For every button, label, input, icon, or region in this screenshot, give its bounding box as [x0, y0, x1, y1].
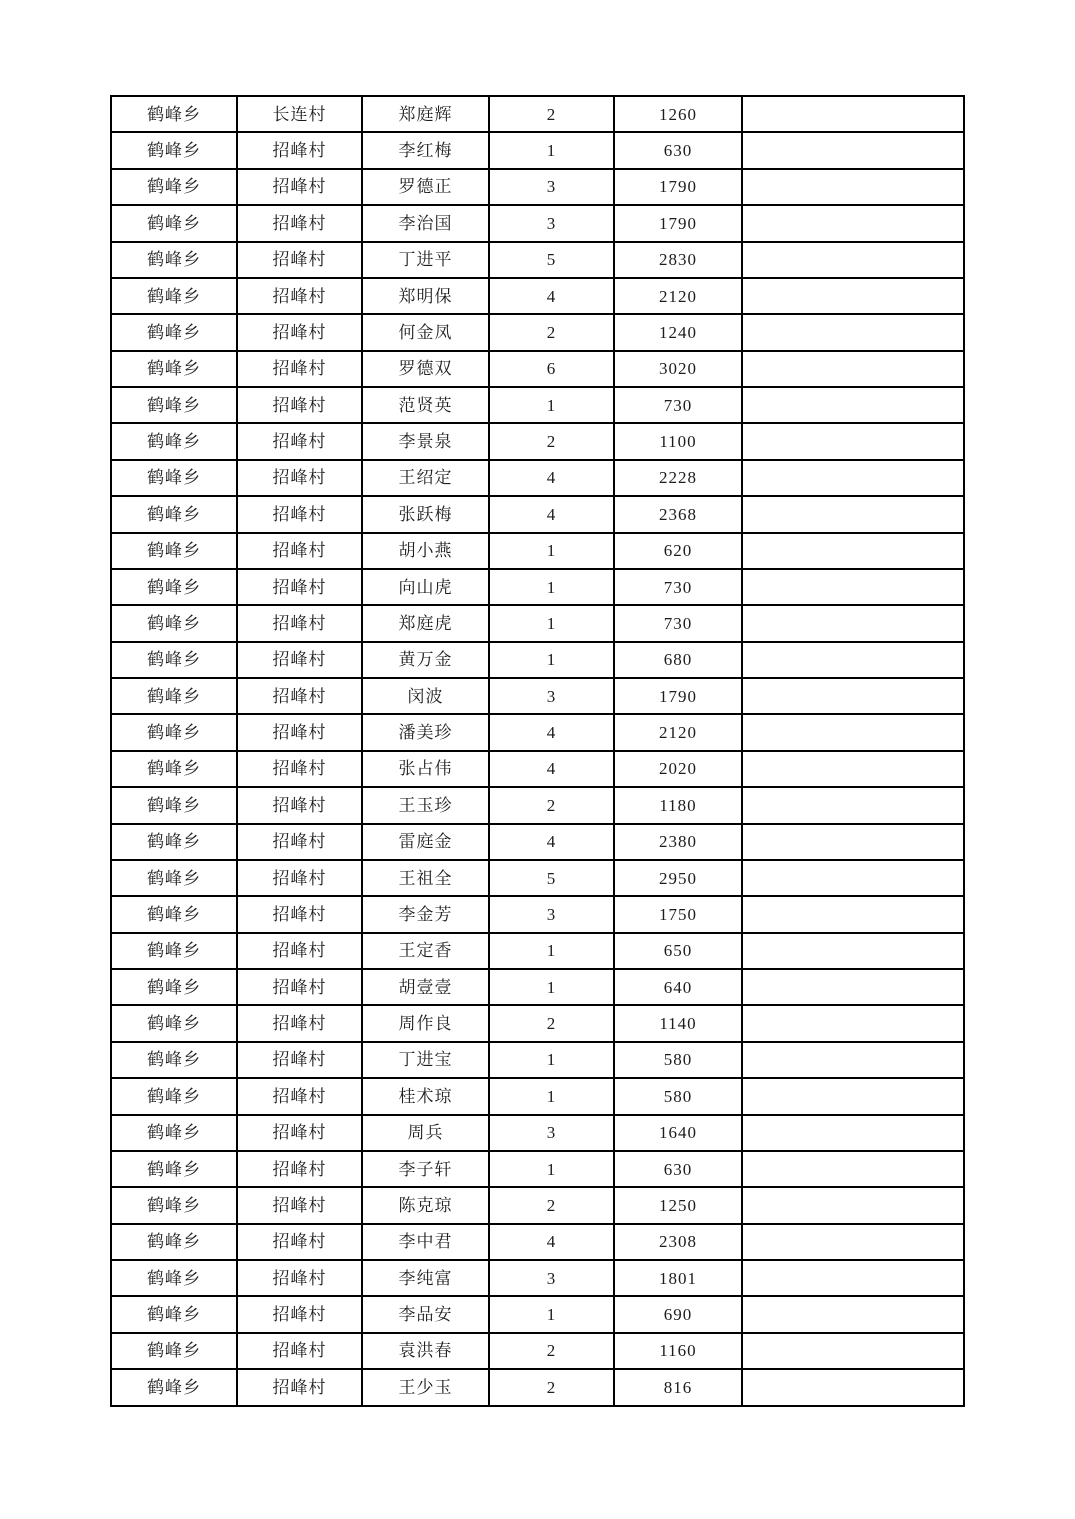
cell-village: 招峰村: [237, 242, 362, 278]
cell-village: 招峰村: [237, 642, 362, 678]
cell-amount: 1250: [614, 1187, 742, 1223]
table-row: [111, 387, 964, 423]
cell-note: [742, 460, 964, 496]
cell-amount: 1640: [614, 1115, 742, 1151]
cell-amount: 1790: [614, 169, 742, 205]
table-row: [111, 824, 964, 860]
cell-amount: 1180: [614, 787, 742, 823]
cell-note: [742, 678, 964, 714]
cell-count: 1: [489, 1078, 614, 1114]
cell-note: [742, 169, 964, 205]
cell-village: 招峰村: [237, 387, 362, 423]
cell-village: 招峰村: [237, 860, 362, 896]
cell-village: 招峰村: [237, 496, 362, 532]
cell-village: 招峰村: [237, 169, 362, 205]
cell-count: 3: [489, 896, 614, 932]
cell-name: 丁进平: [362, 242, 489, 278]
cell-name: 郑庭虎: [362, 605, 489, 641]
cell-township: 鹤峰乡: [111, 205, 237, 241]
table-row: [111, 569, 964, 605]
cell-name: 李景泉: [362, 423, 489, 459]
cell-amount: 2120: [614, 278, 742, 314]
cell-note: [742, 205, 964, 241]
cell-amount: 580: [614, 1078, 742, 1114]
table-row: [111, 678, 964, 714]
cell-name: 李品安: [362, 1296, 489, 1332]
cell-count: 2: [489, 787, 614, 823]
cell-note: [742, 824, 964, 860]
table-row: [111, 787, 964, 823]
cell-village: 招峰村: [237, 751, 362, 787]
cell-note: [742, 569, 964, 605]
cell-count: 1: [489, 569, 614, 605]
cell-note: [742, 896, 964, 932]
cell-note: [742, 1187, 964, 1223]
cell-note: [742, 1224, 964, 1260]
cell-name: 李金芳: [362, 896, 489, 932]
cell-count: 1: [489, 605, 614, 641]
table-row: [111, 1260, 964, 1296]
cell-township: 鹤峰乡: [111, 896, 237, 932]
cell-amount: 630: [614, 1151, 742, 1187]
cell-township: 鹤峰乡: [111, 1005, 237, 1041]
cell-amount: 3020: [614, 351, 742, 387]
table-row: [111, 1333, 964, 1369]
table-row: [111, 1115, 964, 1151]
cell-name: 郑明保: [362, 278, 489, 314]
cell-name: 袁洪春: [362, 1333, 489, 1369]
cell-township: 鹤峰乡: [111, 387, 237, 423]
cell-name: 王玉珍: [362, 787, 489, 823]
cell-village: 招峰村: [237, 1369, 362, 1406]
table-row: [111, 205, 964, 241]
cell-village: 招峰村: [237, 423, 362, 459]
cell-village: 招峰村: [237, 314, 362, 350]
cell-township: 鹤峰乡: [111, 1115, 237, 1151]
cell-count: 2: [489, 96, 614, 132]
cell-amount: 1160: [614, 1333, 742, 1369]
cell-village: 招峰村: [237, 1260, 362, 1296]
cell-township: 鹤峰乡: [111, 860, 237, 896]
cell-name: 范贤英: [362, 387, 489, 423]
cell-name: 胡小燕: [362, 533, 489, 569]
cell-village: 招峰村: [237, 1115, 362, 1151]
cell-note: [742, 1042, 964, 1078]
cell-count: 4: [489, 460, 614, 496]
table-row: [111, 642, 964, 678]
cell-township: 鹤峰乡: [111, 1078, 237, 1114]
table-row: [111, 969, 964, 1005]
cell-township: 鹤峰乡: [111, 533, 237, 569]
cell-note: [742, 96, 964, 132]
cell-count: 1: [489, 1151, 614, 1187]
cell-note: [742, 1333, 964, 1369]
cell-amount: 1750: [614, 896, 742, 932]
cell-township: 鹤峰乡: [111, 569, 237, 605]
cell-note: [742, 278, 964, 314]
cell-village: 招峰村: [237, 569, 362, 605]
cell-name: 黄万金: [362, 642, 489, 678]
cell-name: 罗德正: [362, 169, 489, 205]
cell-note: [742, 533, 964, 569]
cell-amount: 630: [614, 132, 742, 168]
cell-township: 鹤峰乡: [111, 314, 237, 350]
cell-township: 鹤峰乡: [111, 1151, 237, 1187]
cell-township: 鹤峰乡: [111, 96, 237, 132]
cell-count: 1: [489, 533, 614, 569]
cell-amount: 2380: [614, 824, 742, 860]
cell-note: [742, 1260, 964, 1296]
cell-township: 鹤峰乡: [111, 132, 237, 168]
cell-amount: 650: [614, 933, 742, 969]
cell-name: 闵波: [362, 678, 489, 714]
cell-name: 周兵: [362, 1115, 489, 1151]
cell-township: 鹤峰乡: [111, 824, 237, 860]
cell-count: 1: [489, 132, 614, 168]
table-row: [111, 423, 964, 459]
table-row: [111, 1296, 964, 1332]
cell-count: 3: [489, 169, 614, 205]
cell-count: 4: [489, 1224, 614, 1260]
table-row: [111, 496, 964, 532]
cell-village: 招峰村: [237, 205, 362, 241]
cell-township: 鹤峰乡: [111, 1333, 237, 1369]
cell-amount: 730: [614, 569, 742, 605]
cell-name: 李治国: [362, 205, 489, 241]
cell-village: 招峰村: [237, 351, 362, 387]
table-row: [111, 132, 964, 168]
cell-amount: 1790: [614, 205, 742, 241]
cell-village: 招峰村: [237, 969, 362, 1005]
cell-village: 招峰村: [237, 714, 362, 750]
cell-count: 1: [489, 387, 614, 423]
cell-name: 潘美珍: [362, 714, 489, 750]
table-row: [111, 314, 964, 350]
cell-name: 周作良: [362, 1005, 489, 1041]
cell-count: 3: [489, 678, 614, 714]
cell-count: 3: [489, 205, 614, 241]
cell-name: 李子轩: [362, 1151, 489, 1187]
cell-village: 招峰村: [237, 896, 362, 932]
table-row: [111, 351, 964, 387]
cell-township: 鹤峰乡: [111, 714, 237, 750]
cell-count: 2: [489, 1369, 614, 1406]
table-row: [111, 896, 964, 932]
cell-township: 鹤峰乡: [111, 969, 237, 1005]
cell-amount: 1790: [614, 678, 742, 714]
cell-amount: 2830: [614, 242, 742, 278]
cell-note: [742, 860, 964, 896]
cell-township: 鹤峰乡: [111, 1296, 237, 1332]
cell-name: 李中君: [362, 1224, 489, 1260]
table-row: [111, 460, 964, 496]
cell-village: 招峰村: [237, 278, 362, 314]
table-row: [111, 1369, 964, 1406]
cell-count: 4: [489, 278, 614, 314]
cell-township: 鹤峰乡: [111, 423, 237, 459]
cell-count: 2: [489, 1187, 614, 1223]
table-row: [111, 1187, 964, 1223]
table-row: [111, 860, 964, 896]
cell-note: [742, 387, 964, 423]
cell-amount: 680: [614, 642, 742, 678]
cell-count: 1: [489, 933, 614, 969]
cell-name: 郑庭辉: [362, 96, 489, 132]
cell-amount: 690: [614, 1296, 742, 1332]
cell-village: 招峰村: [237, 678, 362, 714]
table-row: [111, 278, 964, 314]
cell-village: 招峰村: [237, 1078, 362, 1114]
cell-township: 鹤峰乡: [111, 169, 237, 205]
cell-note: [742, 787, 964, 823]
cell-note: [742, 1296, 964, 1332]
cell-amount: 580: [614, 1042, 742, 1078]
cell-amount: 816: [614, 1369, 742, 1406]
cell-village: 招峰村: [237, 1224, 362, 1260]
table-row: [111, 1151, 964, 1187]
cell-township: 鹤峰乡: [111, 933, 237, 969]
cell-count: 4: [489, 714, 614, 750]
cell-name: 丁进宝: [362, 1042, 489, 1078]
cell-count: 2: [489, 1333, 614, 1369]
cell-village: 招峰村: [237, 787, 362, 823]
cell-note: [742, 351, 964, 387]
cell-name: 李红梅: [362, 132, 489, 168]
cell-name: 王绍定: [362, 460, 489, 496]
cell-name: 胡壹壹: [362, 969, 489, 1005]
cell-note: [742, 423, 964, 459]
cell-amount: 620: [614, 533, 742, 569]
cell-count: 2: [489, 423, 614, 459]
cell-note: [742, 496, 964, 532]
cell-township: 鹤峰乡: [111, 351, 237, 387]
cell-name: 桂术琼: [362, 1078, 489, 1114]
table-row: [111, 751, 964, 787]
cell-village: 招峰村: [237, 1187, 362, 1223]
cell-village: 招峰村: [237, 1151, 362, 1187]
cell-village: 招峰村: [237, 1005, 362, 1041]
table-row: [111, 1005, 964, 1041]
cell-township: 鹤峰乡: [111, 642, 237, 678]
table-row: [111, 1078, 964, 1114]
cell-name: 雷庭金: [362, 824, 489, 860]
cell-amount: 2368: [614, 496, 742, 532]
cell-amount: 1100: [614, 423, 742, 459]
cell-count: 3: [489, 1260, 614, 1296]
cell-count: 6: [489, 351, 614, 387]
cell-township: 鹤峰乡: [111, 751, 237, 787]
table-row: [111, 605, 964, 641]
cell-name: 罗德双: [362, 351, 489, 387]
table-row: [111, 533, 964, 569]
cell-count: 2: [489, 314, 614, 350]
cell-note: [742, 1115, 964, 1151]
cell-count: 4: [489, 496, 614, 532]
cell-note: [742, 642, 964, 678]
cell-amount: 2020: [614, 751, 742, 787]
cell-amount: 640: [614, 969, 742, 1005]
cell-count: 1: [489, 1296, 614, 1332]
cell-count: 4: [489, 824, 614, 860]
cell-note: [742, 1151, 964, 1187]
cell-village: 招峰村: [237, 1333, 362, 1369]
cell-township: 鹤峰乡: [111, 1187, 237, 1223]
cell-township: 鹤峰乡: [111, 787, 237, 823]
cell-township: 鹤峰乡: [111, 1042, 237, 1078]
cell-note: [742, 314, 964, 350]
cell-name: 王祖全: [362, 860, 489, 896]
cell-amount: 2228: [614, 460, 742, 496]
cell-note: [742, 242, 964, 278]
cell-name: 张占伟: [362, 751, 489, 787]
cell-note: [742, 969, 964, 1005]
cell-count: 1: [489, 642, 614, 678]
cell-township: 鹤峰乡: [111, 242, 237, 278]
cell-name: 李纯富: [362, 1260, 489, 1296]
cell-note: [742, 1005, 964, 1041]
cell-township: 鹤峰乡: [111, 496, 237, 532]
cell-name: 张跃梅: [362, 496, 489, 532]
cell-note: [742, 751, 964, 787]
beneficiary-table: [110, 95, 965, 1407]
cell-note: [742, 933, 964, 969]
cell-amount: 730: [614, 605, 742, 641]
cell-count: 5: [489, 860, 614, 896]
cell-township: 鹤峰乡: [111, 678, 237, 714]
cell-name: 陈克琼: [362, 1187, 489, 1223]
cell-village: 招峰村: [237, 533, 362, 569]
cell-amount: 2950: [614, 860, 742, 896]
cell-note: [742, 605, 964, 641]
cell-note: [742, 1369, 964, 1406]
cell-count: 1: [489, 969, 614, 1005]
cell-note: [742, 714, 964, 750]
cell-amount: 730: [614, 387, 742, 423]
cell-amount: 1260: [614, 96, 742, 132]
cell-village: 招峰村: [237, 605, 362, 641]
cell-village: 招峰村: [237, 824, 362, 860]
table-row: [111, 714, 964, 750]
cell-amount: 2120: [614, 714, 742, 750]
table-row: [111, 96, 964, 132]
cell-township: 鹤峰乡: [111, 460, 237, 496]
cell-amount: 1240: [614, 314, 742, 350]
cell-name: 何金凤: [362, 314, 489, 350]
cell-name: 王少玉: [362, 1369, 489, 1406]
cell-township: 鹤峰乡: [111, 1260, 237, 1296]
cell-amount: 1140: [614, 1005, 742, 1041]
cell-village: 招峰村: [237, 933, 362, 969]
cell-township: 鹤峰乡: [111, 1224, 237, 1260]
table-row: [111, 1042, 964, 1078]
table-row: [111, 1224, 964, 1260]
cell-township: 鹤峰乡: [111, 1369, 237, 1406]
cell-note: [742, 132, 964, 168]
cell-count: 5: [489, 242, 614, 278]
table-row: [111, 933, 964, 969]
cell-amount: 1801: [614, 1260, 742, 1296]
table-body: [111, 96, 964, 1406]
cell-name: 王定香: [362, 933, 489, 969]
cell-amount: 2308: [614, 1224, 742, 1260]
cell-name: 向山虎: [362, 569, 489, 605]
cell-village: 招峰村: [237, 132, 362, 168]
cell-count: 4: [489, 751, 614, 787]
cell-note: [742, 1078, 964, 1114]
cell-township: 鹤峰乡: [111, 278, 237, 314]
cell-count: 2: [489, 1005, 614, 1041]
cell-village: 招峰村: [237, 1296, 362, 1332]
cell-count: 3: [489, 1115, 614, 1151]
table-row: [111, 242, 964, 278]
cell-count: 1: [489, 1042, 614, 1078]
cell-township: 鹤峰乡: [111, 605, 237, 641]
cell-village: 招峰村: [237, 460, 362, 496]
cell-village: 招峰村: [237, 1042, 362, 1078]
cell-village: 长连村: [237, 96, 362, 132]
table-row: [111, 169, 964, 205]
